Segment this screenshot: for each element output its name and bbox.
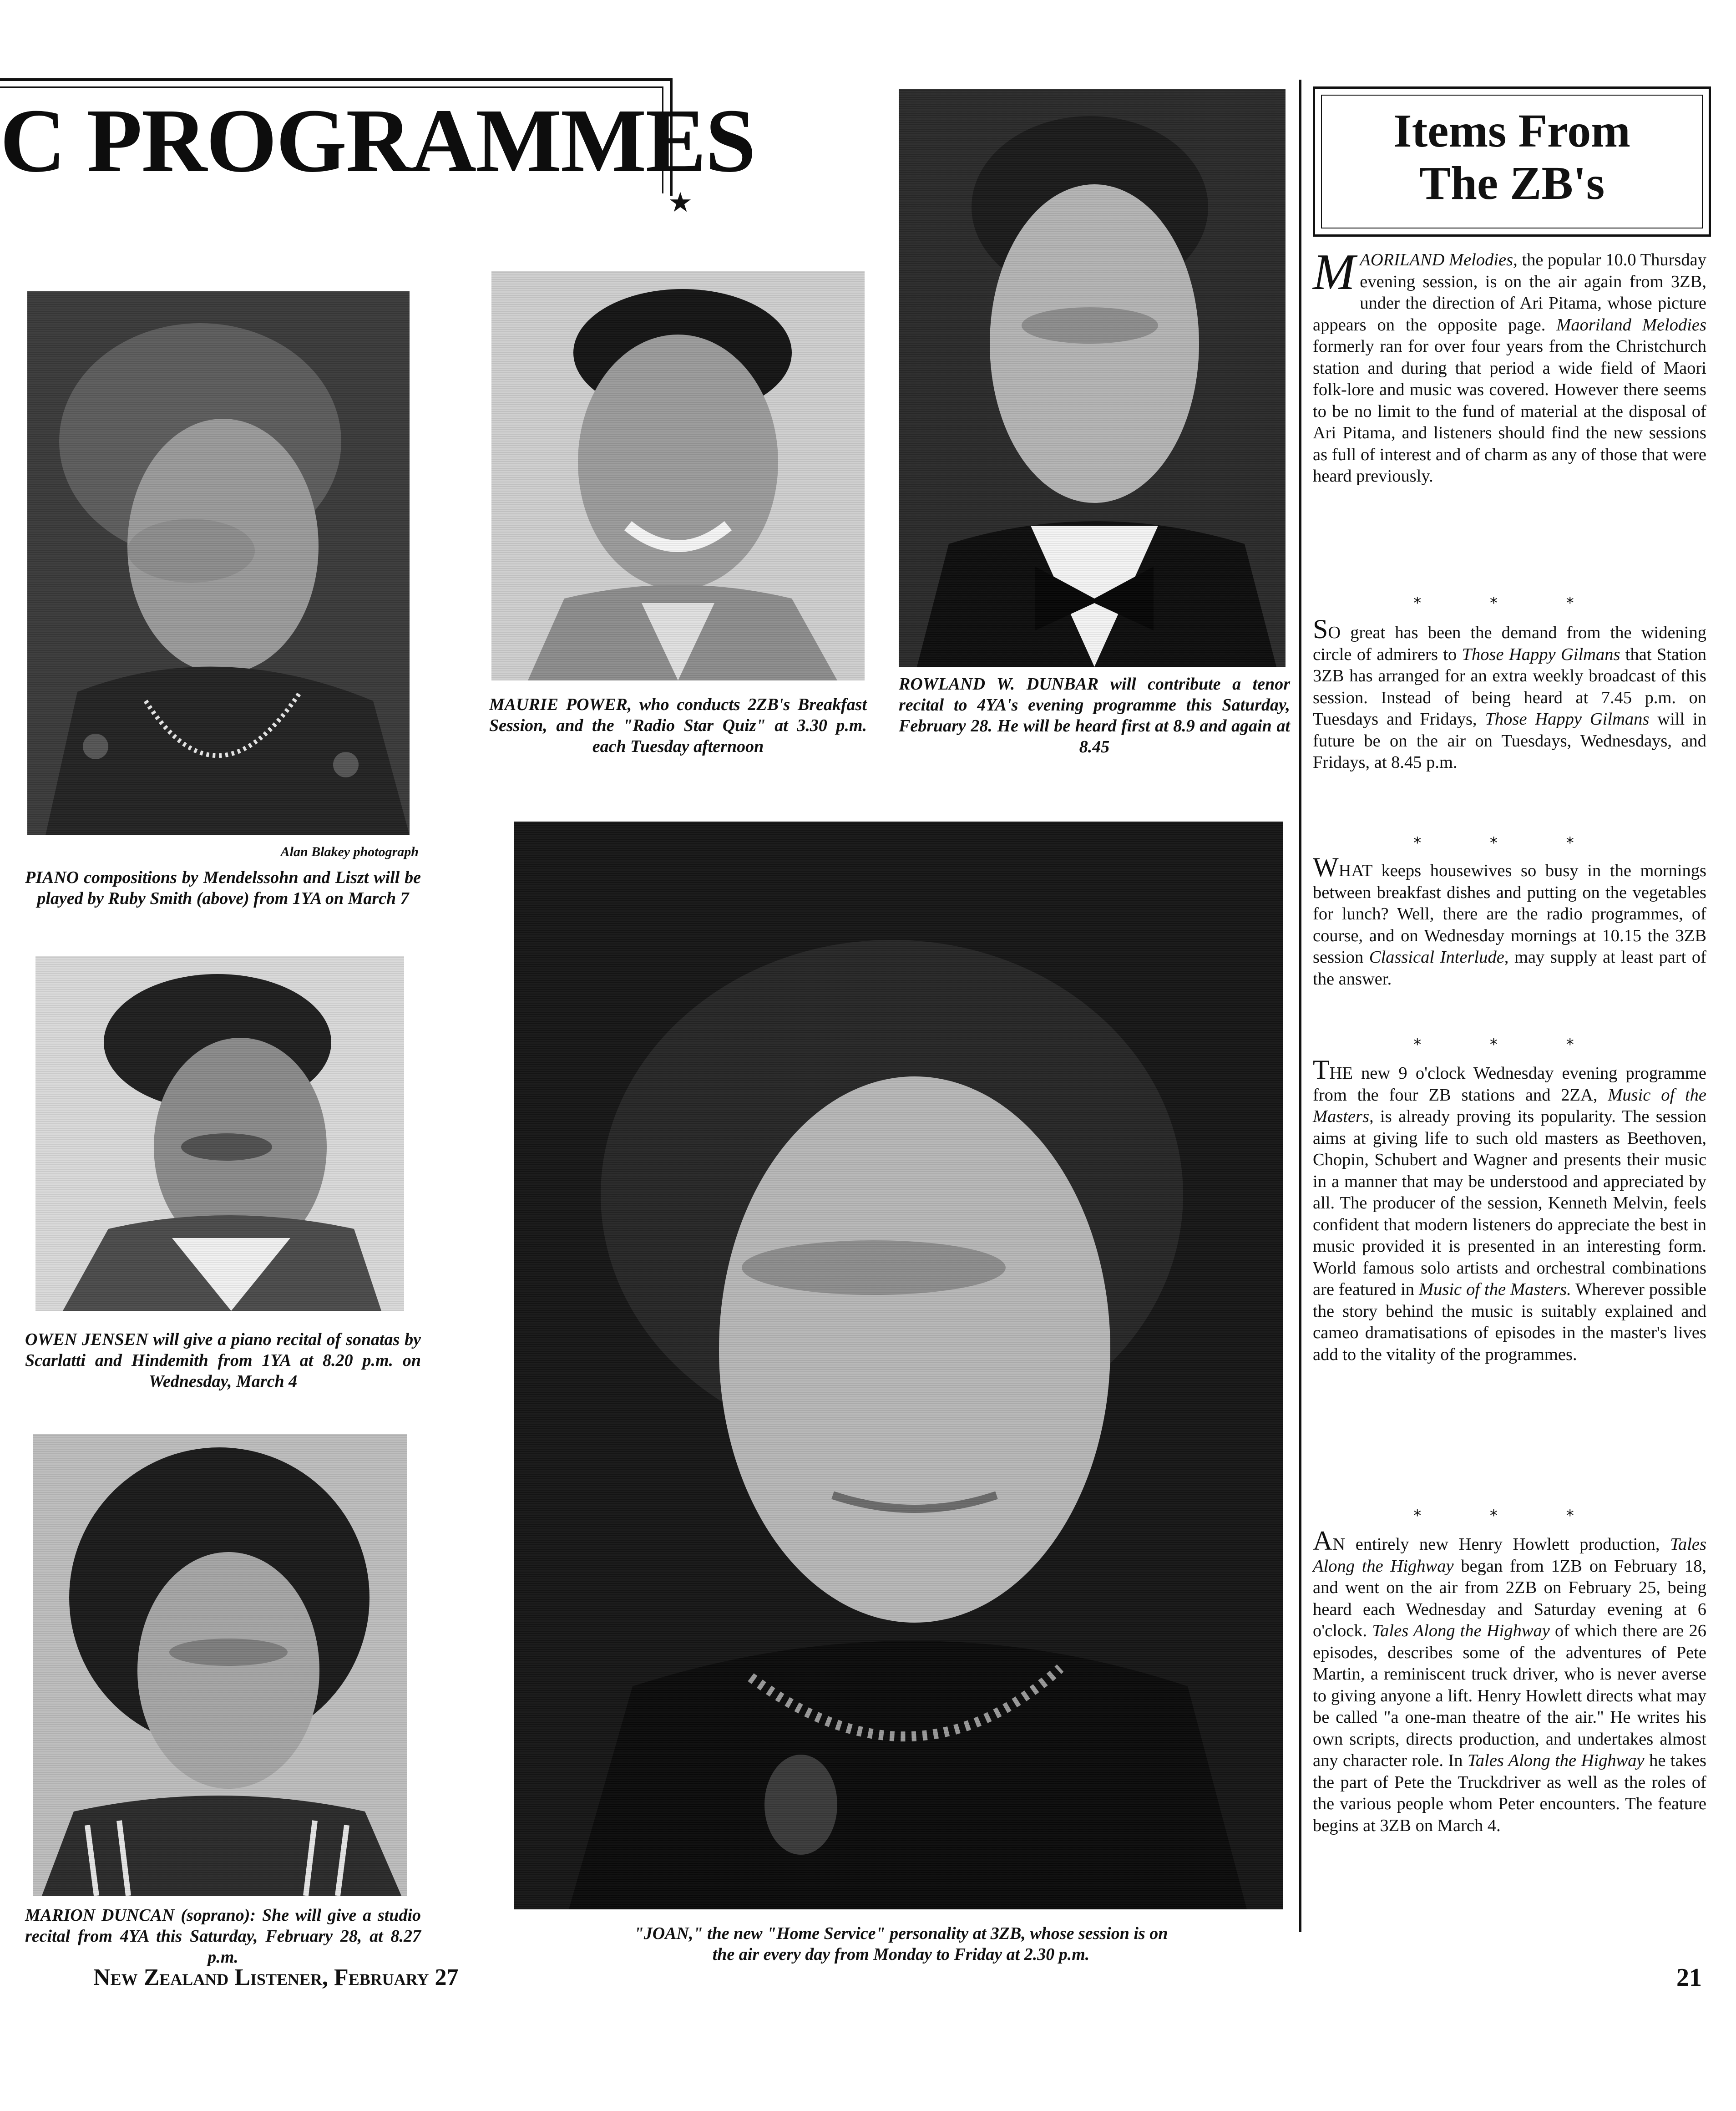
article-item-maoriland: MAORILAND Melodies, the popular 10.0 Thursday evening session, is on the air again from 3ZB, under the direction of Ari Pitama, whose picture appears on the opposite page. Maoriland Melodies formerly ran for over four years from the Christchurch station and during that period a wide field of Maori folk-lore and music was covered. However there seems to be no limit to the fund of material at the disposal of Ari Pitama, and listeners should find the new sessions as full of interest and of charm as any of those that were heard previously.	[1313, 244, 1706, 486]
separator-stars: * * *	[1413, 1035, 1606, 1054]
section-title-line1: Items From	[1393, 105, 1630, 157]
separator-stars: * * *	[1413, 1507, 1606, 1525]
column-divider	[1299, 80, 1301, 1932]
footer-publication: New Zealand Listener, February 27	[93, 1964, 459, 1990]
caption-owen-jensen: OWEN JENSEN will give a piano recital of sonatas by Scarlatti and Hindemith from 1YA at 8.20 p.m. on Wednesday, March 4	[25, 1330, 421, 1391]
article-item-music-masters: THE new 9 o'clock Wednesday evening programme from the four ZB stations and 2ZA, Music of the Masters, is already proving its popularity. The session aims at giving life to such old masters as Beethoven, Chopin, Schubert and Wagner and presents their music in a manner that may be understood and appreciated by all. The producer of the session, Kenneth Melvin, feels confident that modern listeners do appreciate the best in music provided it is presented in an interesting form. World famous solo artists and orchestral combinations are featured in Music of the Masters. Wherever possible the story behind the music is suitably explained and cameo dramatisations of episodes in the master's lives add to the vitality of the programmes.	[1313, 1055, 1706, 1364]
star-icon: ★	[668, 187, 693, 218]
article-item-classical-interlude: WHAT keeps housewives so busy in the mornings between breakfast dishes and putting on the vegetables for lunch? Well, there are the radio programmes, of course, and on Wednesday mornings at 10.15 the 3ZB session Classical Interlude, may supply at least part of the answer.	[1313, 852, 1707, 989]
separator-stars: * * *	[1413, 834, 1606, 852]
photo-ruby-smith	[27, 291, 410, 835]
photo-marion-duncan	[33, 1434, 407, 1896]
photo-credit: Alan Blakey photograph	[280, 844, 419, 859]
section-title	[1321, 105, 1703, 218]
page-title: C PROGRAMMES	[0, 91, 755, 191]
drop-cap: M	[1313, 244, 1356, 300]
article-item-gilmans: SO great has been the demand from the widening circle of admirers to Those Happy Gilmans that Station 3ZB has arranged for an extra weekly broadcast of this session. Instead of being heard at 7.45 p.m. on Tuesdays and Fridays, Those Happy Gilmans will in future be on the air on Tuesdays, Wednesdays, and Fridays, at 8.45 p.m.	[1313, 614, 1707, 772]
caption-maurie-power: MAURIE POWER, who conducts 2ZB's Breakfast Session, and the "Radio Star Quiz" at 3.30 p.m. each Tuesday afternoon	[489, 695, 867, 756]
caption-ruby-smith: PIANO compositions by Mendelssohn and Liszt will be played by Ruby Smith (above) from 1YA on March 7	[25, 868, 421, 908]
caption-marion-duncan: MARION DUNCAN (soprano): She will give a studio recital from 4YA this Saturday, February 28, at 8.27 p.m.	[25, 1906, 421, 1967]
caption-joan-line2: the air every day from Monday to Friday at 2.30 p.m.	[712, 1945, 1090, 1964]
separator-stars: * * *	[1413, 594, 1606, 612]
article-item-tales-highway: AN entirely new Henry Howlett production, Tales Along the Highway began from 1ZB on February 18, and went on the air from 2ZB on February 25, being heard each Wednesday and Saturday evening at 6 o'clock. Tales Along the Highway of which there are 26 episodes, describes some of the adventures of Pete Martin, a reminiscent truck driver, who is never averse to giving anyone a lift. Henry Howlett directs what may be called "a one-man theatre of the air." He writes his own scripts, directs production, and undertakes almost any character role. In Tales Along the Highway he takes the part of Pete the Truckdriver as well as the roles of the various people whom Peter encounters. The feature begins at 3ZB on March 4.	[1313, 1526, 1706, 1835]
section-title-line2: The ZB's	[1419, 157, 1605, 209]
photo-joan	[514, 822, 1283, 1909]
photo-maurie-power	[491, 271, 865, 680]
photo-owen-jensen	[35, 956, 404, 1311]
caption-rowland-dunbar: ROWLAND W. DUNBAR will contribute a tenor recital to 4YA's evening programme this Saturday, February 28. He will be heard first at 8.9 and again at 8.45	[899, 675, 1290, 756]
article-lead: AORILAND Melodies,	[1360, 250, 1518, 269]
page-number: 21	[1676, 1964, 1702, 1992]
photo-rowland-dunbar	[899, 89, 1286, 667]
caption-joan-line1: "JOAN," the new "Home Service" personality at 3ZB, whose session is on	[634, 1924, 1168, 1943]
